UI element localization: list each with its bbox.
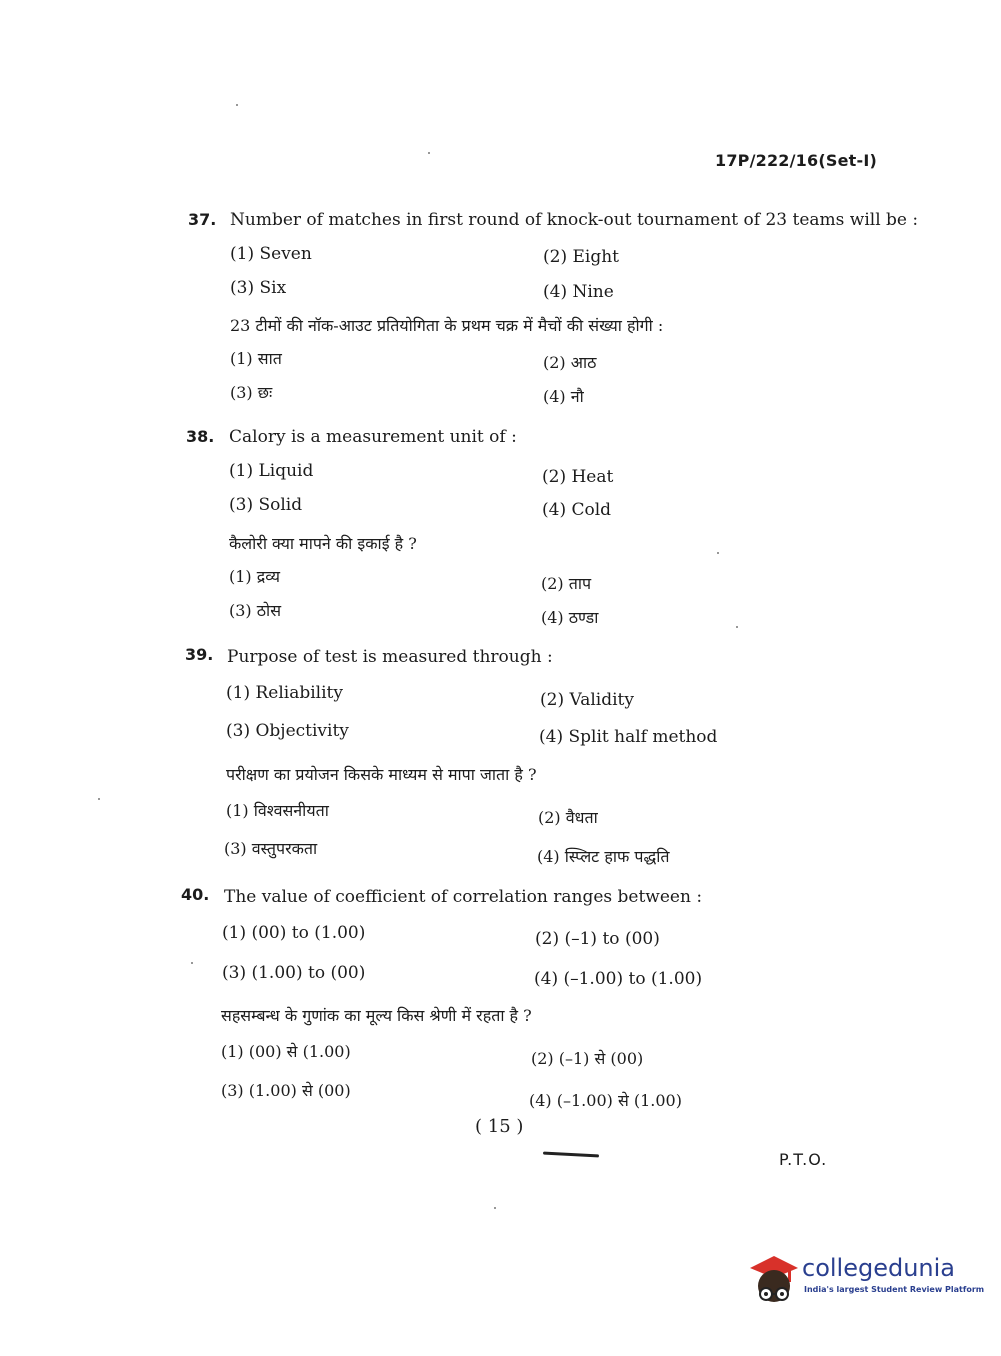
collegedunia-logo (744, 1248, 985, 1312)
option: (3) (1.00) to (00) (222, 963, 366, 983)
option: (3) Six (230, 278, 287, 298)
question-text: Number of matches in first round of knock-out tournament of 23 teams will be : (230, 210, 919, 230)
option-hindi: (3) वस्तुपरकता (224, 839, 318, 858)
option: (2) Heat (542, 467, 614, 487)
question-text-hindi: सहसम्बन्ध के गुणांक का मूल्य किस श्रेणी में रहता है ? (221, 1006, 532, 1025)
option-hindi: (2) वैधता (538, 808, 598, 827)
brand-tagline: India's largest Student Review Platform (804, 1285, 985, 1294)
option-hindi: (1) सात (230, 349, 282, 368)
pto-label: P.T.O. (779, 1150, 828, 1169)
option-hindi: (3) ठोस (229, 601, 282, 620)
option-hindi: (1) (00) से (1.00) (221, 1042, 351, 1061)
paper-code: 17P/222/16(Set-I) (715, 151, 877, 170)
option: (3) Solid (229, 495, 303, 515)
scan-speck (494, 1207, 496, 1209)
option: (3) Objectivity (226, 721, 349, 741)
scan-speck (191, 962, 193, 964)
scan-speck (98, 798, 100, 800)
option-hindi: (2) आठ (543, 353, 597, 372)
option-hindi: (4) (–1.00) से (1.00) (529, 1091, 682, 1110)
option-hindi: (4) नौ (543, 387, 584, 406)
option-hindi: (3) (1.00) से (00) (221, 1081, 351, 1100)
question-number: 38. (186, 427, 215, 446)
option: (1) Seven (230, 244, 312, 264)
page-number: ( 15 ) (475, 1116, 524, 1137)
option-hindi: (3) छः (230, 383, 273, 402)
question-text: The value of coefficient of correlation ranges between : (224, 887, 703, 907)
option-hindi: (2) ताप (541, 574, 592, 593)
scan-speck (428, 152, 430, 154)
option: (4) Nine (543, 282, 614, 302)
scan-speck (717, 552, 719, 554)
option: (1) Reliability (226, 683, 343, 703)
option-hindi: (1) द्रव्य (229, 567, 280, 586)
option: (2) (–1) to (00) (535, 929, 660, 949)
question-number: 39. (185, 645, 214, 664)
scan-speck (236, 104, 238, 106)
option-hindi: (2) (–1) से (00) (531, 1049, 644, 1068)
question-text: Purpose of test is measured through : (227, 647, 553, 667)
option: (1) Liquid (229, 461, 314, 481)
option: (2) Validity (540, 690, 634, 710)
brand-name: collegedunia (802, 1254, 956, 1282)
option: (4) Split half method (539, 727, 718, 747)
question-number: 37. (188, 210, 217, 229)
scan-speck (736, 626, 738, 628)
mascot-icon (744, 1250, 804, 1310)
option-hindi: (1) विश्वसनीयता (226, 801, 329, 820)
pen-stroke (543, 1152, 599, 1158)
option-hindi: (4) स्प्लिट हाफ पद्धति (537, 847, 670, 866)
question-text-hindi: परीक्षण का प्रयोजन किसके माध्यम से मापा जाता है ? (226, 765, 537, 784)
option: (4) Cold (542, 500, 612, 520)
question-text-hindi: कैलोरी क्या मापने की इकाई है ? (229, 534, 417, 553)
question-number: 40. (181, 885, 210, 904)
question-text: Calory is a measurement unit of : (229, 427, 517, 447)
option-hindi: (4) ठण्डा (541, 608, 599, 627)
option: (1) (00) to (1.00) (222, 923, 366, 943)
option: (2) Eight (543, 247, 619, 267)
option: (4) (–1.00) to (1.00) (534, 969, 703, 989)
question-text-hindi: 23 टीमों की नॉक-आउट प्रतियोगिता के प्रथम चक्र में मैचों की संख्या होगी : (230, 316, 664, 335)
